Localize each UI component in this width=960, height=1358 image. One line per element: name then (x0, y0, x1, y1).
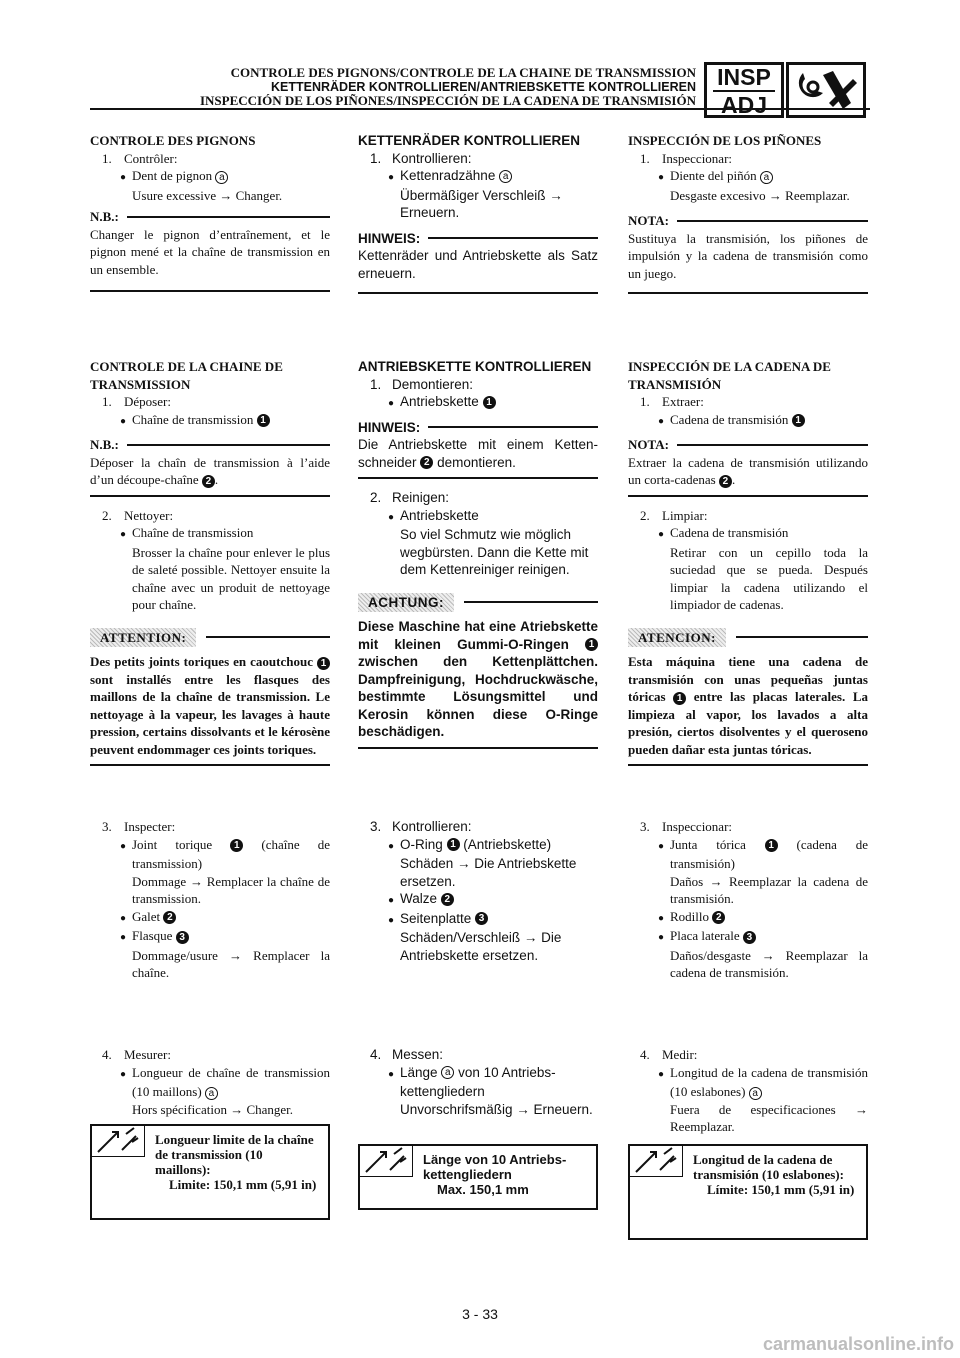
es-section-title-sprocket: INSPECCIÓN DE LOS PIÑONES (628, 133, 822, 148)
de-section-title-chain: ANTRIEBSKETTE KONTROLLIEREN (358, 359, 592, 374)
fr-attention-text: Des petits joints toriques en caoutchouc 1 sont installés entre les flasques des maillons de la chaîne de transmission. Le nettoyage à la vapeur, les lavages à haute pression, certains dissolvants et le kérosène peuvent endommager ces joints toriques. (90, 654, 330, 757)
limit-spec-icon (630, 1146, 683, 1177)
fr-spec-title: Longueur limite de la chaîne de transmission (10 maillons): (155, 1132, 314, 1177)
fr-attention-header: ATTENTION: (90, 628, 330, 648)
limit-spec-icon (92, 1126, 145, 1157)
header-title-fr: CONTROLE DES PIGNONS/CONTROLE DE LA CHAINE DE TRANSMISSION (230, 65, 696, 80)
de-measure-section: 4. Messen: ● Länge a von 10 Antriebskettengliedern Unvorschrifsmäßig → Erneuern. (370, 1047, 593, 1117)
de-sprocket-section: KETTENRÄDER KONTROLLIEREN 1. Kontrollieren: ● Kettenradzähne a Übermäßiger Verschleiß → Erneuern. HINWEIS: Kettenräder und Antriebskette als Satz erneuern. (358, 132, 598, 294)
page-header (100, 66, 696, 108)
fr-inspect-section: 3. Inspecter: ● Joint torique 1 (chaîne de transmission) Dommage → Remplacer la chaîne de transmission. ● Galet 2 ● Flasque 3 Dommage/usure → Remplacer la chaîne. (102, 819, 331, 980)
es-inspect-section: 3. Inspeccionar: ● Junta tórica 1 (cadena de transmisión) Daños → Reemplazar la cadena de transmisión. ● Rodillo 2 ● Placa laterale 3 Daños/desgaste → Reemplazar la cadena de transmisión. (640, 819, 869, 980)
es-sprocket-section: INSPECCIÓN DE LOS PIÑONES 1. Inspeccionar: ● Diente del piñón a Desgaste excesivo → Reemplazar. NOTA: Sustituya la transmisión, los piñones de impulsión y la cadena de transmisión como un juego. (628, 132, 868, 294)
de-attention-header: ACHTUNG: (358, 593, 598, 613)
es-spec-title: Longitud de la cadena de transmisión (10 eslabones): (693, 1152, 844, 1182)
header-title-es: INSPECCIÓN DE LOS PIÑONES/INSPECCIÓN DE LA CADENA DE TRANSMISIÓN (199, 93, 696, 108)
fr-note-text: Changer le pignon d’entraînement, et le pignon mené et la chaîne de transmission en un ensemble. (90, 226, 330, 277)
de-spec-title: Länge von 10 Antriebskettengliedern (423, 1152, 567, 1182)
marker-a: a (215, 171, 228, 184)
fr-section-title-sprocket: CONTROLE DES PIGNONS (90, 133, 256, 148)
watermark: carmanualsonline.info (762, 1334, 954, 1354)
fr-note-label: N.B.: (90, 209, 119, 224)
de-note-label: HINWEIS: (358, 230, 421, 246)
header-title-de: KETTENRÄDER KONTROLLIEREN/ANTRIEBSKETTE KONTROLLIEREN (271, 80, 696, 94)
fr-spec-value: Limite: 150,1 mm (5,91 in) (169, 1177, 317, 1192)
de-inspect-section: 3. Kontrollieren: ● O-Ring 1 (Antriebskette) Schäden → Die Antriebskette ersetzen. ● Walze 2 ● Seitenplatte 3 Schäden/Verschleiß → Die Antriebskette ersetzen. (370, 819, 577, 963)
es-attention-header: ATENCION: (628, 628, 868, 648)
de-spec-value: Max. 150,1 mm (437, 1182, 529, 1197)
de-attention-text: Diese Maschine hat eine Atriebskette mit kleinen Gummi-O-Ringen 1 zwischen den Kettenplättchen. Dampfreinigung, Hochdruckwäsche, bestimmte Lösungsmittel und Kerosin können diese O-Ringe beschädigen. (358, 619, 598, 739)
fr-chain-section: CONTROLE DE LA CHAINE DE TRANSMISSION 1. Déposer: ● Chaîne de transmission 1 N.B.: Déposer la chaîn de transmission à l’aide d’un découpe-chaîne 2 . 2. Nettoyer: ● Chaîne de transmission Brosser la chaîne pour enlever le plus de saleté possible. Nettoyer ensuite la chaîne avec un produit de nettoyage pour chaîne. ATTENTION: Des petits joints toriques en caoutchouc 1 sont installés entre les flasques des maillons de la chaîne de transmission. Le nettoyage à la vapeur, les lavages à haute pression, certains dissolvants et le kérosène peuvent endommager ces joints toriques. (90, 358, 330, 766)
insp-adj-badge (704, 62, 784, 118)
fr-step-label: Contrôler: (124, 150, 178, 166)
es-chain-section: INSPECCIÓN DE LA CADENA DE TRANSMISIÓN 1. Extraer: ● Cadena de transmisión 1 NOTA: Extraer la cadena de transmisión utilizando un corta-cadenas 2 . 2. Limpiar: ● Cadena de transmisión Retirar con un cepillo toda la suciedad que se pueda. Después limpiar la cadena utilizando el limpiador de cadenas. ATENCION: Esta máquina tiene una cadena de transmisión con unas pequeñas juntas tóricas 1 entre las placas laterales. La limpieza al vapor, los lavados a alta presión, ciertos disolventes y el queroseno pueden dañar esta juntas tóricas. (628, 358, 868, 766)
marker-1: 1 (257, 414, 270, 427)
fr-section-title-chain: CONTROLE DE LA CHAINE DE TRANSMISSION (90, 359, 283, 392)
wrench-tool-icon (786, 62, 866, 118)
badge-adj: ADJ (720, 92, 767, 118)
es-note-label: NOTA: (628, 213, 669, 228)
de-chain-section: ANTRIEBSKETTE KONTROLLIEREN 1. Demontieren: ● Antriebskette 1 HINWEIS: Die Antriebskette mit einem Kettenschneider 2 demontieren. 2. Reinigen: ● Antriebskette So viel Schmutz wie möglich wegbürsten. Dann die Kette mit dem Kettenreiniger reinigen. ACHTUNG: Diese Maschine hat eine Atriebskette mit kleinen Gummi-O-Ringen 1 zwischen den Kettenplättchen. Dampfreinigung, Hochdruckwäsche, bestimmte Lösungsmittel und Kerosin können diese O-Ringe beschädigen. (358, 358, 598, 749)
badge-insp: INSP (717, 64, 771, 90)
de-section-title-sprocket: KETTENRÄDER KONTROLLIEREN (358, 133, 580, 148)
fr-spec-box (90, 1124, 330, 1220)
es-spec-box (628, 1144, 868, 1240)
es-attention-text: Esta máquina tiene una cadena de transmisión con unas pequeñas juntas tóricas 1 entre las placas laterales. La limpieza al vapor, los lavados a alta presión, ciertos disolventes y el queroseno pueden dañar esta juntas tóricas. (628, 654, 869, 757)
page-number: 3 - 33 (462, 1306, 498, 1322)
fr-measure-section: 4. Mesurer: ● Longueur de chaîne de transmission (10 maillons) a Hors spécification → Changer. (102, 1047, 330, 1117)
es-measure-section: 4. Medir: ● Longitud de la cadena de transmisión (10 eslabones) a Fuera de especificaciones → Reemplazar. (640, 1047, 868, 1134)
es-section-title-chain: INSPECCIÓN DE LA CADENA DE TRANSMISIÓN (628, 359, 831, 392)
de-spec-box (358, 1144, 598, 1210)
es-spec-value: Límite: 150,1 mm (5,91 in) (707, 1182, 855, 1197)
fr-sprocket-section: CONTROLE DES PIGNONS 1. Contrôler: ● Dent de pignon a Usure excessive → Changer. N.B.: Changer le pignon d’entraînement, et le pignon mené et la chaîne de transmission en un ensemble. (90, 132, 330, 292)
limit-spec-icon (360, 1146, 413, 1177)
